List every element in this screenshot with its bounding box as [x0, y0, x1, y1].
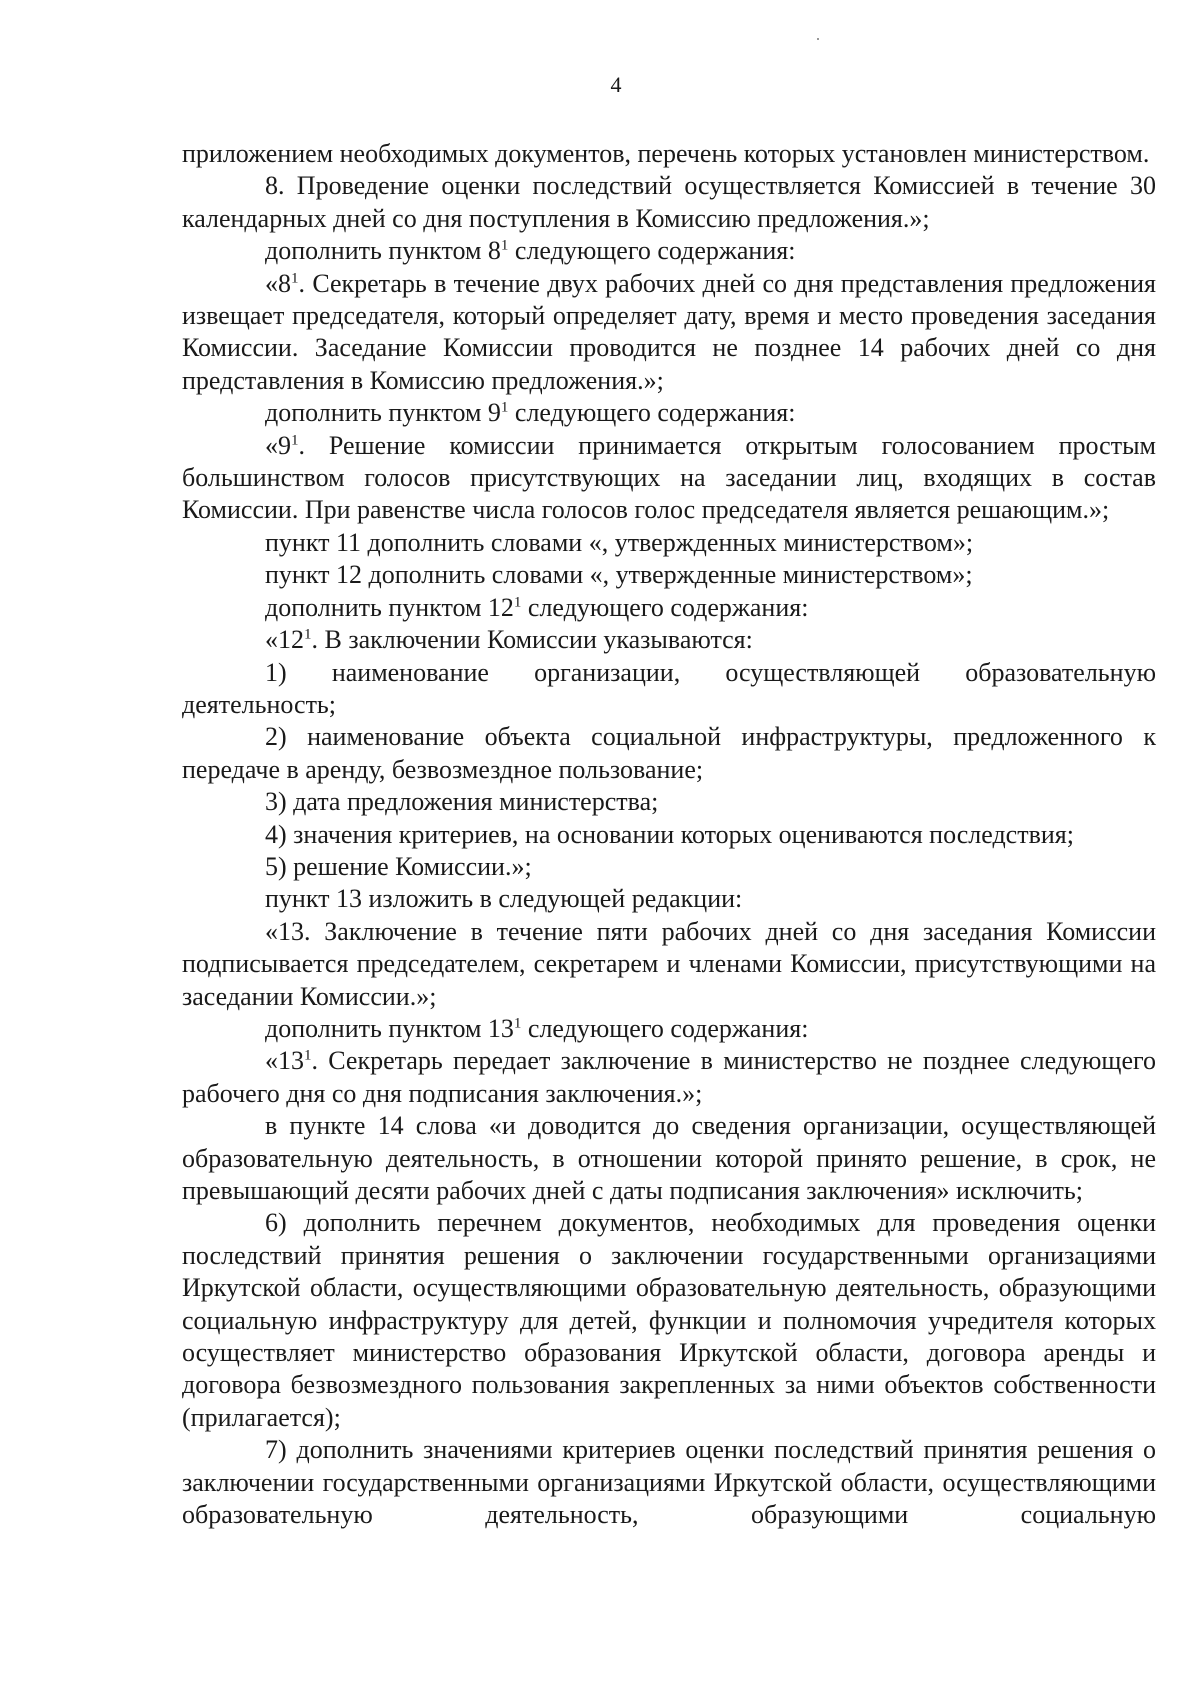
paragraph — [182, 1013, 1156, 1045]
paragraph: 5) решение Комиссии.»; — [265, 851, 532, 881]
paragraph — [182, 624, 1156, 656]
superscript-index: 1 — [291, 269, 299, 286]
paragraph-text: «12 — [265, 625, 304, 655]
paragraph: пункт 13 изложить в следующей редакции: — [265, 884, 743, 914]
paragraph-text: следующего содержания: — [521, 592, 809, 622]
paragraph — [182, 1045, 1156, 1110]
document-body — [182, 138, 1156, 1531]
paragraph: 4) значения критериев, на основании которых оцениваются последствия; — [265, 819, 1074, 849]
paragraph — [182, 430, 1156, 527]
paragraph — [182, 592, 1156, 624]
superscript-index: 1 — [291, 432, 299, 448]
superscript-index: 1 — [513, 1015, 522, 1032]
paragraph-text: . Секретарь в течение двух рабочих дней со дня представления предложения извещает председателя, который определяет дату, время и место проведения заседания Комиссии. Заседание Комиссии проводится не позднее 14 рабочих дней со дня представления в Комиссию предложения.»; — [182, 268, 1156, 395]
paragraph-text: дополнить пунктом 9 — [265, 398, 501, 428]
paragraph-text: дополнить пунктом 13 — [265, 1013, 514, 1043]
paragraph: пункт 12 дополнить словами «, утвержденные министерством»; — [265, 560, 973, 590]
superscript-index: 1 — [513, 594, 522, 611]
page-number: 4 — [610, 72, 622, 97]
paragraph: 3) дата предложения министерства; — [265, 787, 659, 817]
paragraph-text: следующего содержания: — [521, 1013, 809, 1043]
paragraph: 8. Проведение оценки последствий осуществляется Комиссией в течение 30 календарных дней со дня поступления в Комиссию предложения.»; — [182, 171, 1156, 233]
superscript-index: 1 — [500, 237, 509, 254]
paragraph — [182, 397, 1156, 429]
paragraph-text: . Секретарь передает заключение в министерство не позднее следующего рабочего дня со дня подписания заключения.»; — [182, 1046, 1156, 1108]
superscript-index: 1 — [304, 1047, 312, 1064]
paragraph: 1) наименование организации, осуществляющей образовательную деятельность; — [182, 657, 1156, 719]
paragraph: «13. Заключение в течение пяти рабочих дней со дня заседания Комиссии подписывается председателем, секретарем и членами Комиссии, присутствующими на заседании Комиссии.»; — [182, 916, 1156, 1011]
paragraph-text: следующего содержания: — [508, 236, 796, 266]
paragraph: приложением необходимых документов, перечень которых установлен министерством. — [182, 139, 1150, 168]
paragraph-text: дополнить пунктом 8 — [265, 236, 501, 266]
paragraph-text: дополнить пунктом 12 — [265, 592, 514, 622]
paragraph — [182, 235, 1156, 267]
paragraph — [182, 268, 1156, 398]
paragraph-text: . В заключении Комиссии указываются: — [311, 625, 753, 655]
paragraph: 2) наименование объекта социальной инфраструктуры, предложенного к передаче в аренду, безвозмездное пользование; — [182, 722, 1156, 784]
superscript-index: 1 — [500, 399, 509, 416]
paragraph: 6) дополнить перечнем документов, необходимых для проведения оценки последствий принятия решения о заключении государственными организациями Иркутской области, осуществляющими образовательную деятельность, образующими социальную инфраструктуру для детей, функции и полномочия учредителя которых осуществляет министерство образования Иркутской области, договора аренды и договора безвозмездного пользования закрепленных за ними объектов собственности (прилагается); — [182, 1208, 1156, 1432]
paragraph: 7) дополнить значениями критериев оценки последствий принятия решения о заключении государственными организациями Иркутской области, осуществляющими образовательную деятельность, образующими социальную — [182, 1435, 1156, 1530]
paragraph-text: «9 — [265, 430, 291, 460]
paragraph-text: «13 — [265, 1046, 304, 1076]
superscript-index: 1 — [304, 626, 312, 643]
paragraph: в пункте 14 слова «и доводится до сведения организации, осуществляющей образовательную деятельность, в отношении которой принято решение, в срок, не превышающий десяти рабочих дней с даты подписания заключения» исключить; — [182, 1111, 1156, 1205]
paragraph-text: . Решение комиссии принимается открытым голосованием простым большинством голосов присутствующих на заседании лиц, входящих в состав Комиссии. При равенстве числа голосов голос председателя является решающим.»; — [182, 430, 1156, 525]
paragraph-text: «8 — [265, 268, 291, 298]
paragraph-text: следующего содержания: — [508, 398, 796, 428]
scan-speck — [817, 38, 819, 40]
paragraph: пункт 11 дополнить словами «, утвержденных министерством»; — [265, 527, 974, 557]
